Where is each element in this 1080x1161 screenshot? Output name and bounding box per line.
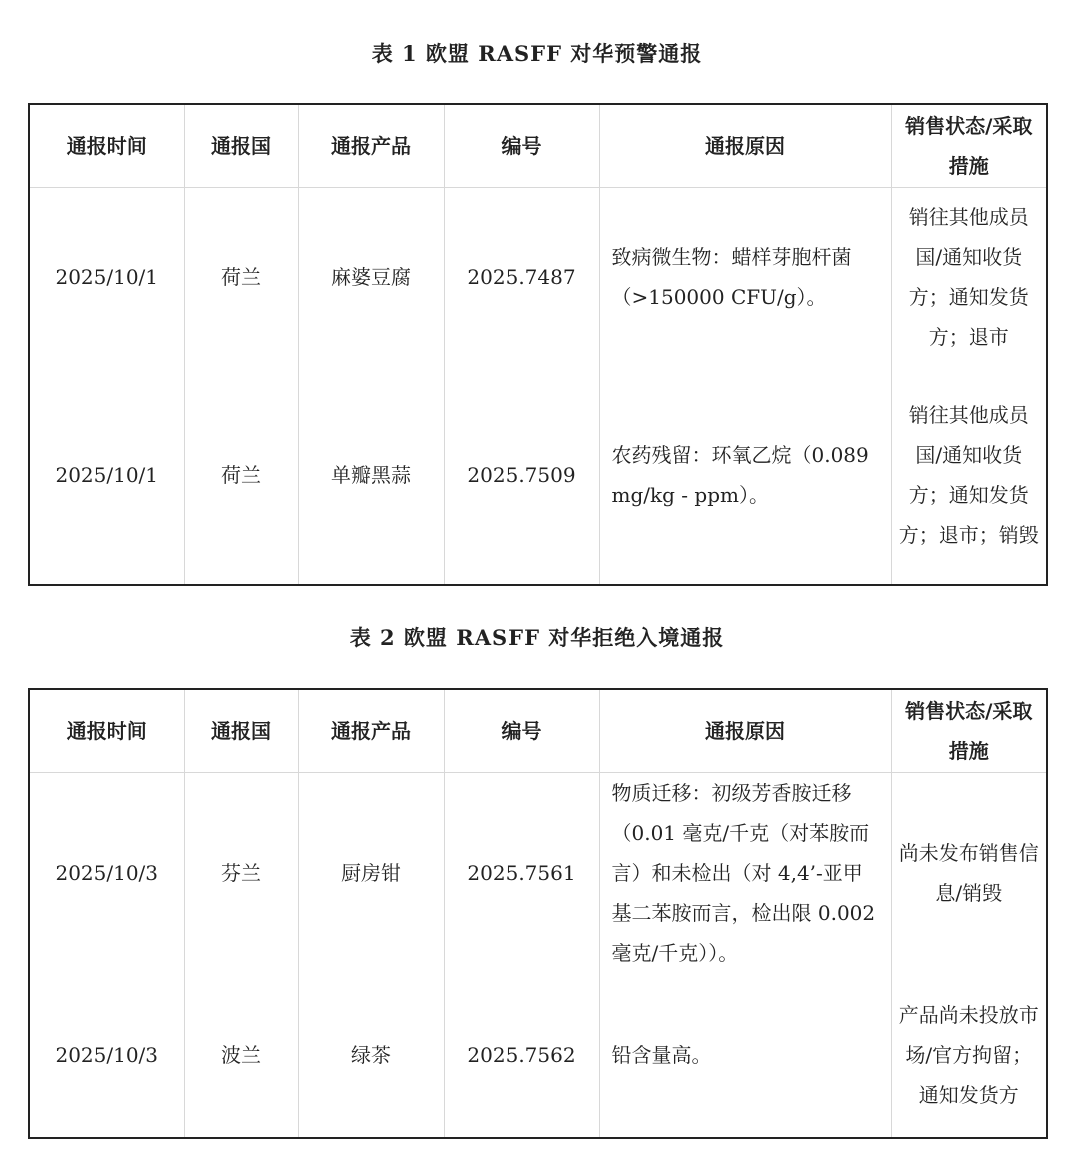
header-reason: 通报原因 xyxy=(599,104,891,188)
header-notifying-country: 通报国 xyxy=(184,689,298,773)
cell-country: 荷兰 xyxy=(184,366,298,585)
cell-country: 芬兰 xyxy=(184,773,298,974)
table-2-caption: 表 2 欧盟 RASFF 对华拒绝入境通报 xyxy=(349,625,725,650)
cell-status: 销往其他成员国/通知收货方；通知发货方；退市；销毁 xyxy=(891,366,1047,585)
cell-reason: 致病微生物：蜡样芽胞杆菌（>150000 CFU/g）。 xyxy=(599,188,891,367)
header-product: 通报产品 xyxy=(298,104,444,188)
cell-product: 麻婆豆腐 xyxy=(298,188,444,367)
table-header-row xyxy=(29,689,1047,773)
table-2-eu-rasff-border-rejections xyxy=(28,688,1048,1139)
cell-product: 厨房钳 xyxy=(298,773,444,974)
cell-number: 2025.7487 xyxy=(444,188,599,367)
cell-date: 2025/10/1 xyxy=(29,366,184,585)
cell-product: 单瓣黑蒜 xyxy=(298,366,444,585)
table-row xyxy=(29,366,1047,585)
cell-status: 产品尚未投放市场/官方拘留；通知发货方 xyxy=(891,973,1047,1138)
header-product: 通报产品 xyxy=(298,689,444,773)
cell-number: 2025.7509 xyxy=(444,366,599,585)
table-row xyxy=(29,773,1047,974)
header-reference-number: 编号 xyxy=(444,104,599,188)
cell-reason: 农药残留：环氧乙烷（0.089 mg/kg - ppm）。 xyxy=(599,366,891,585)
cell-reason: 铅含量高。 xyxy=(599,973,891,1138)
header-reason: 通报原因 xyxy=(599,689,891,773)
table-row xyxy=(29,973,1047,1138)
header-notifying-country: 通报国 xyxy=(184,104,298,188)
header-notification-date: 通报时间 xyxy=(29,104,184,188)
table-1-caption: 表 1 欧盟 RASFF 对华预警通报 xyxy=(371,41,703,66)
header-reference-number: 编号 xyxy=(444,689,599,773)
cell-country: 波兰 xyxy=(184,973,298,1138)
table-1-eu-rasff-alert-notifications xyxy=(28,103,1048,586)
cell-country: 荷兰 xyxy=(184,188,298,367)
cell-number: 2025.7561 xyxy=(444,773,599,974)
cell-status: 销往其他成员国/通知收货方；通知发货方；退市 xyxy=(891,188,1047,367)
header-status-measures: 销售状态/采取措施 xyxy=(891,104,1047,188)
cell-date: 2025/10/3 xyxy=(29,773,184,974)
header-status-measures: 销售状态/采取措施 xyxy=(891,689,1047,773)
cell-number: 2025.7562 xyxy=(444,973,599,1138)
cell-reason: 物质迁移：初级芳香胺迁移（0.01 毫克/千克（对苯胺而言）和未检出（对 4,4’-亚甲基二苯胺而言，检出限 0.002 毫克/千克））。 xyxy=(599,773,891,974)
header-notification-date: 通报时间 xyxy=(29,689,184,773)
cell-date: 2025/10/3 xyxy=(29,973,184,1138)
cell-date: 2025/10/1 xyxy=(29,188,184,367)
cell-product: 绿茶 xyxy=(298,973,444,1138)
table-header-row xyxy=(29,104,1047,188)
table-row xyxy=(29,188,1047,367)
cell-status: 尚未发布销售信息/销毁 xyxy=(891,773,1047,974)
